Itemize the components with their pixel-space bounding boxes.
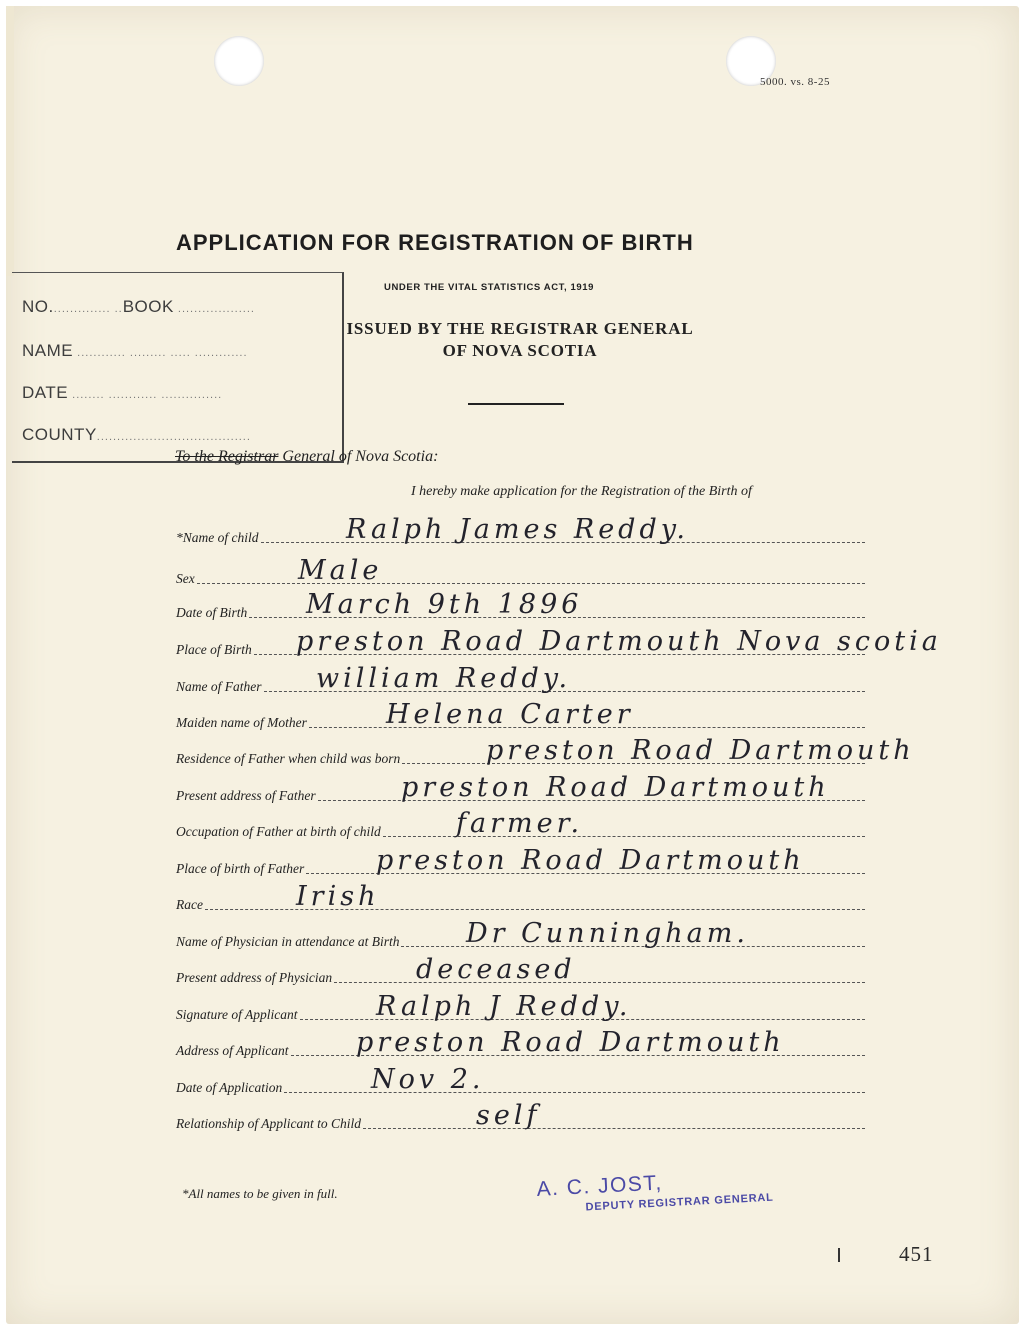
document-subtitle: UNDER THE VITAL STATISTICS ACT, 1919 [384,282,595,293]
field-handwritten-value: self [476,1100,541,1131]
field-handwritten-value: Male [298,555,383,586]
form-field [176,626,942,658]
form-field [176,735,915,767]
issuer-heading [300,318,740,362]
form-field [176,954,865,986]
field-fill-line [197,583,865,584]
field-handwritten-value: Ralph James Reddy. [346,514,690,545]
application-intro: I hereby make application for the Registration of the Birth of [411,484,752,499]
stamp-row-date: DATE ........ ............ ............... [22,383,223,402]
stamp-book-label: BOOK [122,297,174,316]
field-label: Date of Application [176,1080,283,1095]
field-label: Place of Birth [176,642,252,657]
greeting-rest: General of Nova Scotia: [282,448,439,465]
field-handwritten-value: Helena Carter [386,699,634,730]
form-field [176,1027,865,1059]
title-divider [468,403,564,405]
field-label: Race [176,897,203,912]
form-field [176,699,865,731]
margin-tick-mark [838,1248,840,1262]
field-handwritten-value: preston Road Dartmouth [401,772,830,803]
form-field [176,555,865,587]
punch-hole-left [214,36,264,86]
stamp-name-label: NAME [22,341,74,360]
field-handwritten-value: preston Road Dartmouth [376,845,805,876]
field-label: Present address of Father [176,788,316,803]
field-handwritten-value: deceased [416,954,576,985]
field-handwritten-value: Ralph J Reddy. [376,991,632,1022]
form-code: 5000. vs. 8-25 [760,76,830,88]
stamp-county-label: COUNTY [22,425,97,444]
field-label: Name of Physician in attendance at Birth [176,934,400,949]
issuer-line-2: OF NOVA SCOTIA [442,341,598,360]
field-fill-line [363,1128,865,1129]
stamp-row-no-book: NO............... ..BOOK ................... [22,297,255,316]
form-field [176,1064,865,1096]
field-handwritten-value: March 9th 1896 [306,589,583,620]
field-label: Maiden name of Mother [176,715,307,730]
form-field [176,589,865,621]
field-handwritten-value: preston Road Dartmouth [486,735,915,766]
field-label: Present address of Physician [176,970,333,985]
stamp-row-county: COUNTY...................................... [22,425,251,444]
registry-stamp-box [12,272,344,463]
field-handwritten-value: preston Road Dartmouth Nova scotia [296,626,942,657]
form-field [176,808,865,840]
field-label: Occupation of Father at birth of child [176,824,381,839]
field-handwritten-value: farmer. [456,808,584,839]
greeting-struck: To the Registrar [175,448,279,465]
field-handwritten-value: preston Road Dartmouth [356,1027,785,1058]
form-field [176,514,865,546]
issuer-line-1: ISSUED BY THE REGISTRAR GENERAL [346,319,694,338]
field-handwritten-value: Dr Cunningham. [466,918,749,949]
form-field [176,663,865,695]
field-label: Relationship of Applicant to Child [176,1116,361,1131]
field-fill-line [334,982,865,983]
stamp-no-label: NO. [22,297,54,316]
field-handwritten-value: william Reddy. [316,663,572,694]
page-number: 451 [899,1242,934,1266]
field-handwritten-value: Irish [296,881,380,912]
stamp-row-name: NAME ............ ......... ..... ............. [22,341,248,360]
footnote: *All names to be given in full. [182,1186,338,1201]
field-label: *Name of child [176,530,259,545]
field-label: Signature of Applicant [176,1007,298,1022]
form-field [176,772,865,804]
registrar-stamp-role: DEPUTY REGISTRAR GENERAL [585,1191,774,1214]
field-label: Address of Applicant [176,1043,289,1058]
form-field [176,845,865,877]
form-field [176,881,865,913]
form-field [176,918,865,950]
field-handwritten-value: Nov 2. [371,1064,485,1095]
form-field [176,991,865,1023]
document-title: APPLICATION FOR REGISTRATION OF BIRTH [176,230,694,255]
field-label: Date of Birth [176,605,248,620]
field-label: Residence of Father when child was born [176,751,401,766]
page-fold-edge [6,6,14,276]
field-label: Place of birth of Father [176,861,305,876]
greeting [175,448,438,466]
registrar-stamp-name: A. C. JOST, [536,1171,664,1201]
stamp-date-label: DATE [22,383,69,402]
field-label: Sex [176,571,195,586]
form-field [176,1100,865,1132]
field-label: Name of Father [176,679,262,694]
